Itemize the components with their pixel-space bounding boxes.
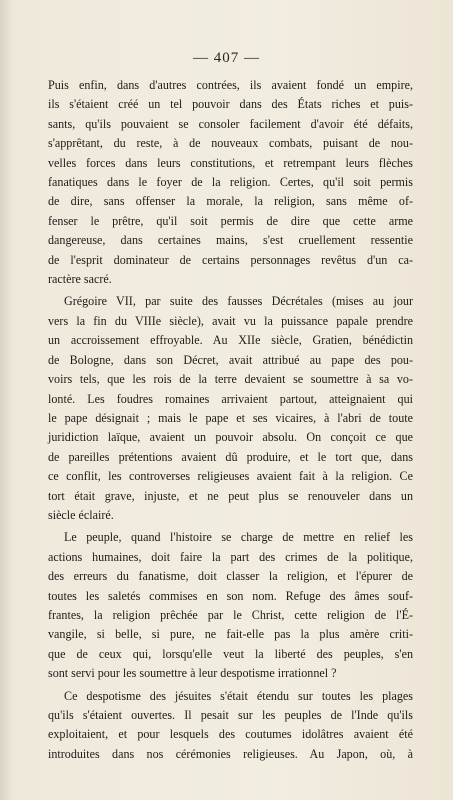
text-line: ils s'étaient créé un tel pouvoir dans des États riches et puis- bbox=[48, 97, 413, 112]
paragraph-2 bbox=[48, 292, 413, 525]
text-line: de pareilles prétentions avaient dû produire, et le tort que, dans bbox=[48, 449, 413, 464]
text-line: juridiction laïque, avaient un pouvoir absolu. On conçoit ce que bbox=[48, 430, 413, 445]
text-line: un accroissement effroyable. Au XIIe siècle, Gratien, bénédictin bbox=[48, 333, 413, 348]
text-line: exploitaient, et pour lesquels des coutumes idolâtres avaient été bbox=[48, 727, 413, 742]
text-line: fanatiques dans le foyer de la religion. Certes, qu'il soit permis bbox=[48, 175, 413, 190]
text-line: sont servi pour les soumettre à leur despotisme irrationnel ? bbox=[48, 666, 337, 681]
text-line: Le peuple, quand l'histoire se charge de mettre en relief les bbox=[64, 530, 413, 545]
text-line: qu'ils s'étaient ouvertes. Il pesait sur les peuples de l'Inde qu'ils bbox=[48, 708, 413, 722]
text-line: toutes les saletés commises en son nom. Refuge des âmes souf- bbox=[48, 588, 413, 603]
text-line: ractère sacré. bbox=[48, 272, 112, 287]
text-line: des erreurs du fanatisme, doit classer la religion, et l'épurer de bbox=[48, 569, 413, 584]
text-line: siècle éclairé. bbox=[48, 507, 114, 522]
text-line: frantes, la religion prêchée par le Christ, cette religion de l'É- bbox=[48, 607, 413, 622]
text-line: voirs tels, que les rois de la terre devaient se soumettre à sa vo- bbox=[48, 372, 413, 387]
text-line: que de ceux qui, lorsqu'elle veut la liberté des peuples, s'en bbox=[48, 646, 413, 661]
text-line: introduites dans nos cérémonies religieuses. Au Japon, où, à bbox=[48, 746, 413, 761]
text-line: actions humaines, doit faire la part des crimes de la politique, bbox=[48, 549, 413, 564]
text-line: vangile, si belle, si pure, ne fait-elle pas la plus amère criti- bbox=[48, 627, 413, 642]
text-line: fenser le prêtre, qu'il soit permis de dire que cette arme bbox=[48, 213, 413, 228]
text-line: s'apprêtant, du reste, à de nouveaux combats, puisant de nou- bbox=[48, 136, 413, 151]
text-line: velles forces dans leurs constitutions, et retrempant leurs flèches bbox=[48, 155, 413, 170]
paragraph-3 bbox=[48, 528, 413, 683]
text-line: de dire, sans offenser la morale, la religion, sans même of- bbox=[48, 194, 413, 209]
body-text bbox=[48, 76, 413, 764]
text-line: de l'esprit dominateur de certains personnages revêtus d'un ca- bbox=[48, 252, 413, 267]
text-line: tort était grave, injuste, et ne peut plus se renouveler dans un bbox=[48, 488, 413, 503]
paragraph-4 bbox=[48, 687, 413, 765]
text-line: Ce despotisme des jésuites s'était étendu sur toutes les plages bbox=[64, 688, 413, 703]
text-line: le pape désignait ; mais le pape et ses vicaires, à l'abri de toute bbox=[48, 410, 413, 425]
text-line: Puis enfin, dans d'autres contrées, ils avaient fondé un empire, bbox=[48, 78, 413, 92]
text-line: dangereuse, dans certaines mains, s'est cruellement ressentie bbox=[48, 233, 413, 248]
text-line: vers la fin du VIIIe siècle), avait vu la puissance papale prendre bbox=[48, 313, 413, 328]
text-line: Grégoire VII, par suite des fausses Décrétales (mises au jour bbox=[64, 294, 413, 309]
page-number: — 407 — bbox=[193, 50, 260, 66]
paragraph-1 bbox=[48, 76, 413, 289]
text-line: lonté. Les foudres romaines arrivaient partout, atteignaient qui bbox=[48, 391, 413, 406]
text-line: de Bologne, dans son Décret, avait attribué au pape des pou- bbox=[48, 352, 413, 367]
text-line: ce conflit, les controverses religieuses avaient fait à la religion. Ce bbox=[48, 469, 413, 484]
text-line: sants, qu'ils pouvaient se consoler facilement d'avoir été défaits, bbox=[48, 116, 413, 131]
